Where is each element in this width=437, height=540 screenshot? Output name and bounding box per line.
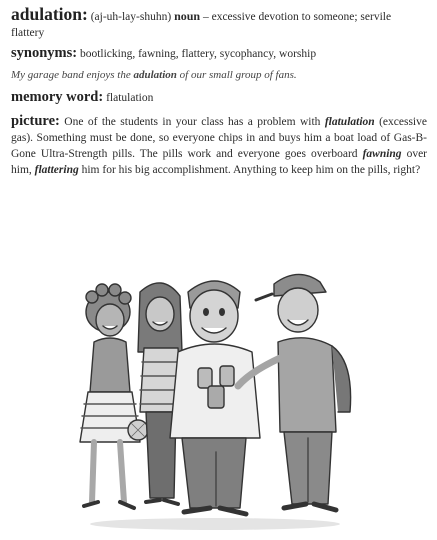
headword: adulation: (11, 4, 88, 24)
pill-bottle-icon (208, 386, 224, 408)
picture-paragraph (11, 113, 427, 178)
example-after: of our small group of fans. (179, 69, 297, 81)
picture-emph-flatulation: flatulation (324, 116, 375, 128)
synonyms-label: synonyms: (11, 45, 78, 61)
picture-text-3: over him, (11, 148, 427, 176)
memory-word-line (11, 89, 427, 106)
example-keyword: adulation (133, 69, 177, 81)
person-left-curly-hair (80, 284, 148, 508)
definition-line (11, 6, 427, 41)
vocabulary-entry (11, 6, 427, 178)
synonyms-line (11, 46, 427, 62)
picture-emph-fawning: fawning (362, 148, 402, 160)
picture-text-4: him for his big accomplishment. Anything to keep him on the pills, right? (81, 164, 421, 176)
picture-emph-flattering: flattering (34, 164, 79, 176)
picture-text-1: One of the students in your class has a problem with (64, 116, 321, 128)
pill-bottle-icon (198, 368, 212, 388)
ground-shadow (90, 518, 340, 530)
memory-label: memory word: (11, 89, 104, 105)
picture-text-2: (excessive gas). Something must be done, so everyone chips in and buys him a boat load of Gas-B-Gone Ultra-Strength pills. The pills work and everyone goes overboard (11, 116, 427, 160)
cartoon-illustration (70, 262, 360, 534)
example-before: My garage band enjoys the (11, 69, 131, 81)
pill-bottle-icon (220, 366, 234, 386)
person-center-holding-pills (170, 281, 260, 514)
synonyms-text: bootlicking, fawning, flattery, sycophancy, worship (79, 48, 317, 60)
example-sentence (11, 68, 427, 83)
picture-label: picture: (11, 113, 60, 129)
definition: – excessive devotion to someone; servile flattery (11, 11, 392, 39)
part-of-speech: noun (174, 9, 201, 23)
pronunciation: (aj-uh-lay-shuhn) (90, 11, 172, 23)
memory-word: flatulation (106, 92, 154, 104)
